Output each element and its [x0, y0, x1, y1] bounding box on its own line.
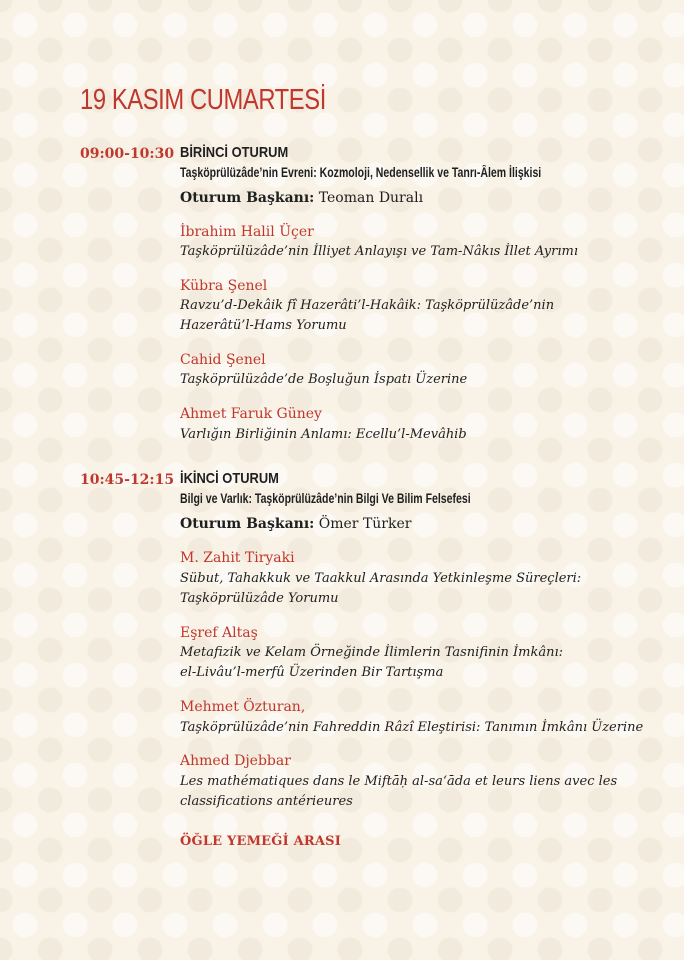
- talk-title-line: Taşköprülüzâde Yorumu: [180, 591, 339, 606]
- chair-label: Oturum Başkanı:: [180, 516, 315, 532]
- session-1-subtitle: Taşköprülüzâde’nin Evreni: Kozmoloji, Nedensellik ve Tanrı-Âlem İlişkisi: [180, 165, 542, 180]
- talk-title: [180, 296, 620, 336]
- talk-title-line: Ravzu’d-Dekâik fî Hazerâti’l-Hakâik: Taşköprülüzâde’nin: [180, 298, 555, 313]
- speaker-name: İbrahim Halil Üçer: [180, 224, 314, 240]
- speaker-name: Eşref Altaş: [180, 625, 258, 641]
- talk-title-line: el-Livâu’l-merfû Üzerinden Bir Tartışma: [180, 665, 444, 680]
- talk-title-line: Hazerâtü’l-Hams Yorumu: [180, 318, 347, 333]
- lunch-break-label: ÖĞLE YEMEĞİ ARASI: [180, 834, 342, 849]
- talk-title-line: Varlığın Birliğinin Anlamı: Ecellu’l-Mevâhib: [180, 427, 467, 442]
- talk-title: [180, 569, 620, 609]
- session-1-name: BİRİNCİ OTURUM: [180, 144, 289, 161]
- session-2-time: 10:45-12:15: [80, 472, 175, 488]
- talk-title-line: classifications antérieures: [180, 794, 353, 809]
- speaker-name: M. Zahit Tiryaki: [180, 550, 295, 566]
- talk-title: [180, 643, 620, 683]
- speaker-name: Kübra Şenel: [180, 278, 268, 294]
- talk-title-line: Sübut, Tahakkuk ve Taakkul Arasında Yetkinleşme Süreçleri:: [180, 571, 582, 586]
- talk-title-line: Taşköprülüzâde’de Boşluğun İspatı Üzerine: [180, 372, 468, 387]
- talk-title: [180, 425, 620, 445]
- talk-title-line: Taşköprülüzâde’nin İlliyet Anlayışı ve Tam-Nâkıs İllet Ayrımı: [180, 244, 578, 259]
- session-1-time: 09:00-10:30: [80, 146, 175, 162]
- day-title: 19 KASIM CUMARTESİ: [80, 84, 326, 116]
- chair-label: Oturum Başkanı:: [180, 190, 315, 206]
- talk-title-line: Les mathématiques dans le Miftāḥ al-sa‘āda et leurs liens avec les: [180, 774, 618, 789]
- talk-title-line: Taşköprülüzâde’nin Fahreddin Râzî Eleştirisi: Tanımın İmkânı Üzerine: [180, 720, 644, 735]
- speaker-name: Cahid Şenel: [180, 352, 266, 368]
- chair-name: Teoman Duralı: [318, 190, 424, 206]
- session-2-subtitle: Bilgi ve Varlık: Taşköprülüzâde’nin Bilgi Ve Bilim Felsefesi: [180, 491, 471, 506]
- chair-name: Ömer Türker: [318, 516, 412, 532]
- session-1-chair: [180, 190, 423, 206]
- talk-title: [180, 772, 620, 812]
- talk-title-line: Metafizik ve Kelam Örneğinde İlimlerin Tasnifinin İmkânı:: [180, 645, 564, 660]
- speaker-name: Ahmed Djebbar: [180, 753, 291, 769]
- talk-title: [180, 242, 620, 262]
- speaker-name: Mehmet Özturan,: [180, 699, 306, 715]
- talk-title: [180, 718, 644, 738]
- session-2-chair: [180, 516, 411, 532]
- talk-title: [180, 370, 620, 390]
- speaker-name: Ahmet Faruk Güney: [180, 406, 322, 422]
- session-2-name: İKİNCİ OTURUM: [180, 470, 279, 487]
